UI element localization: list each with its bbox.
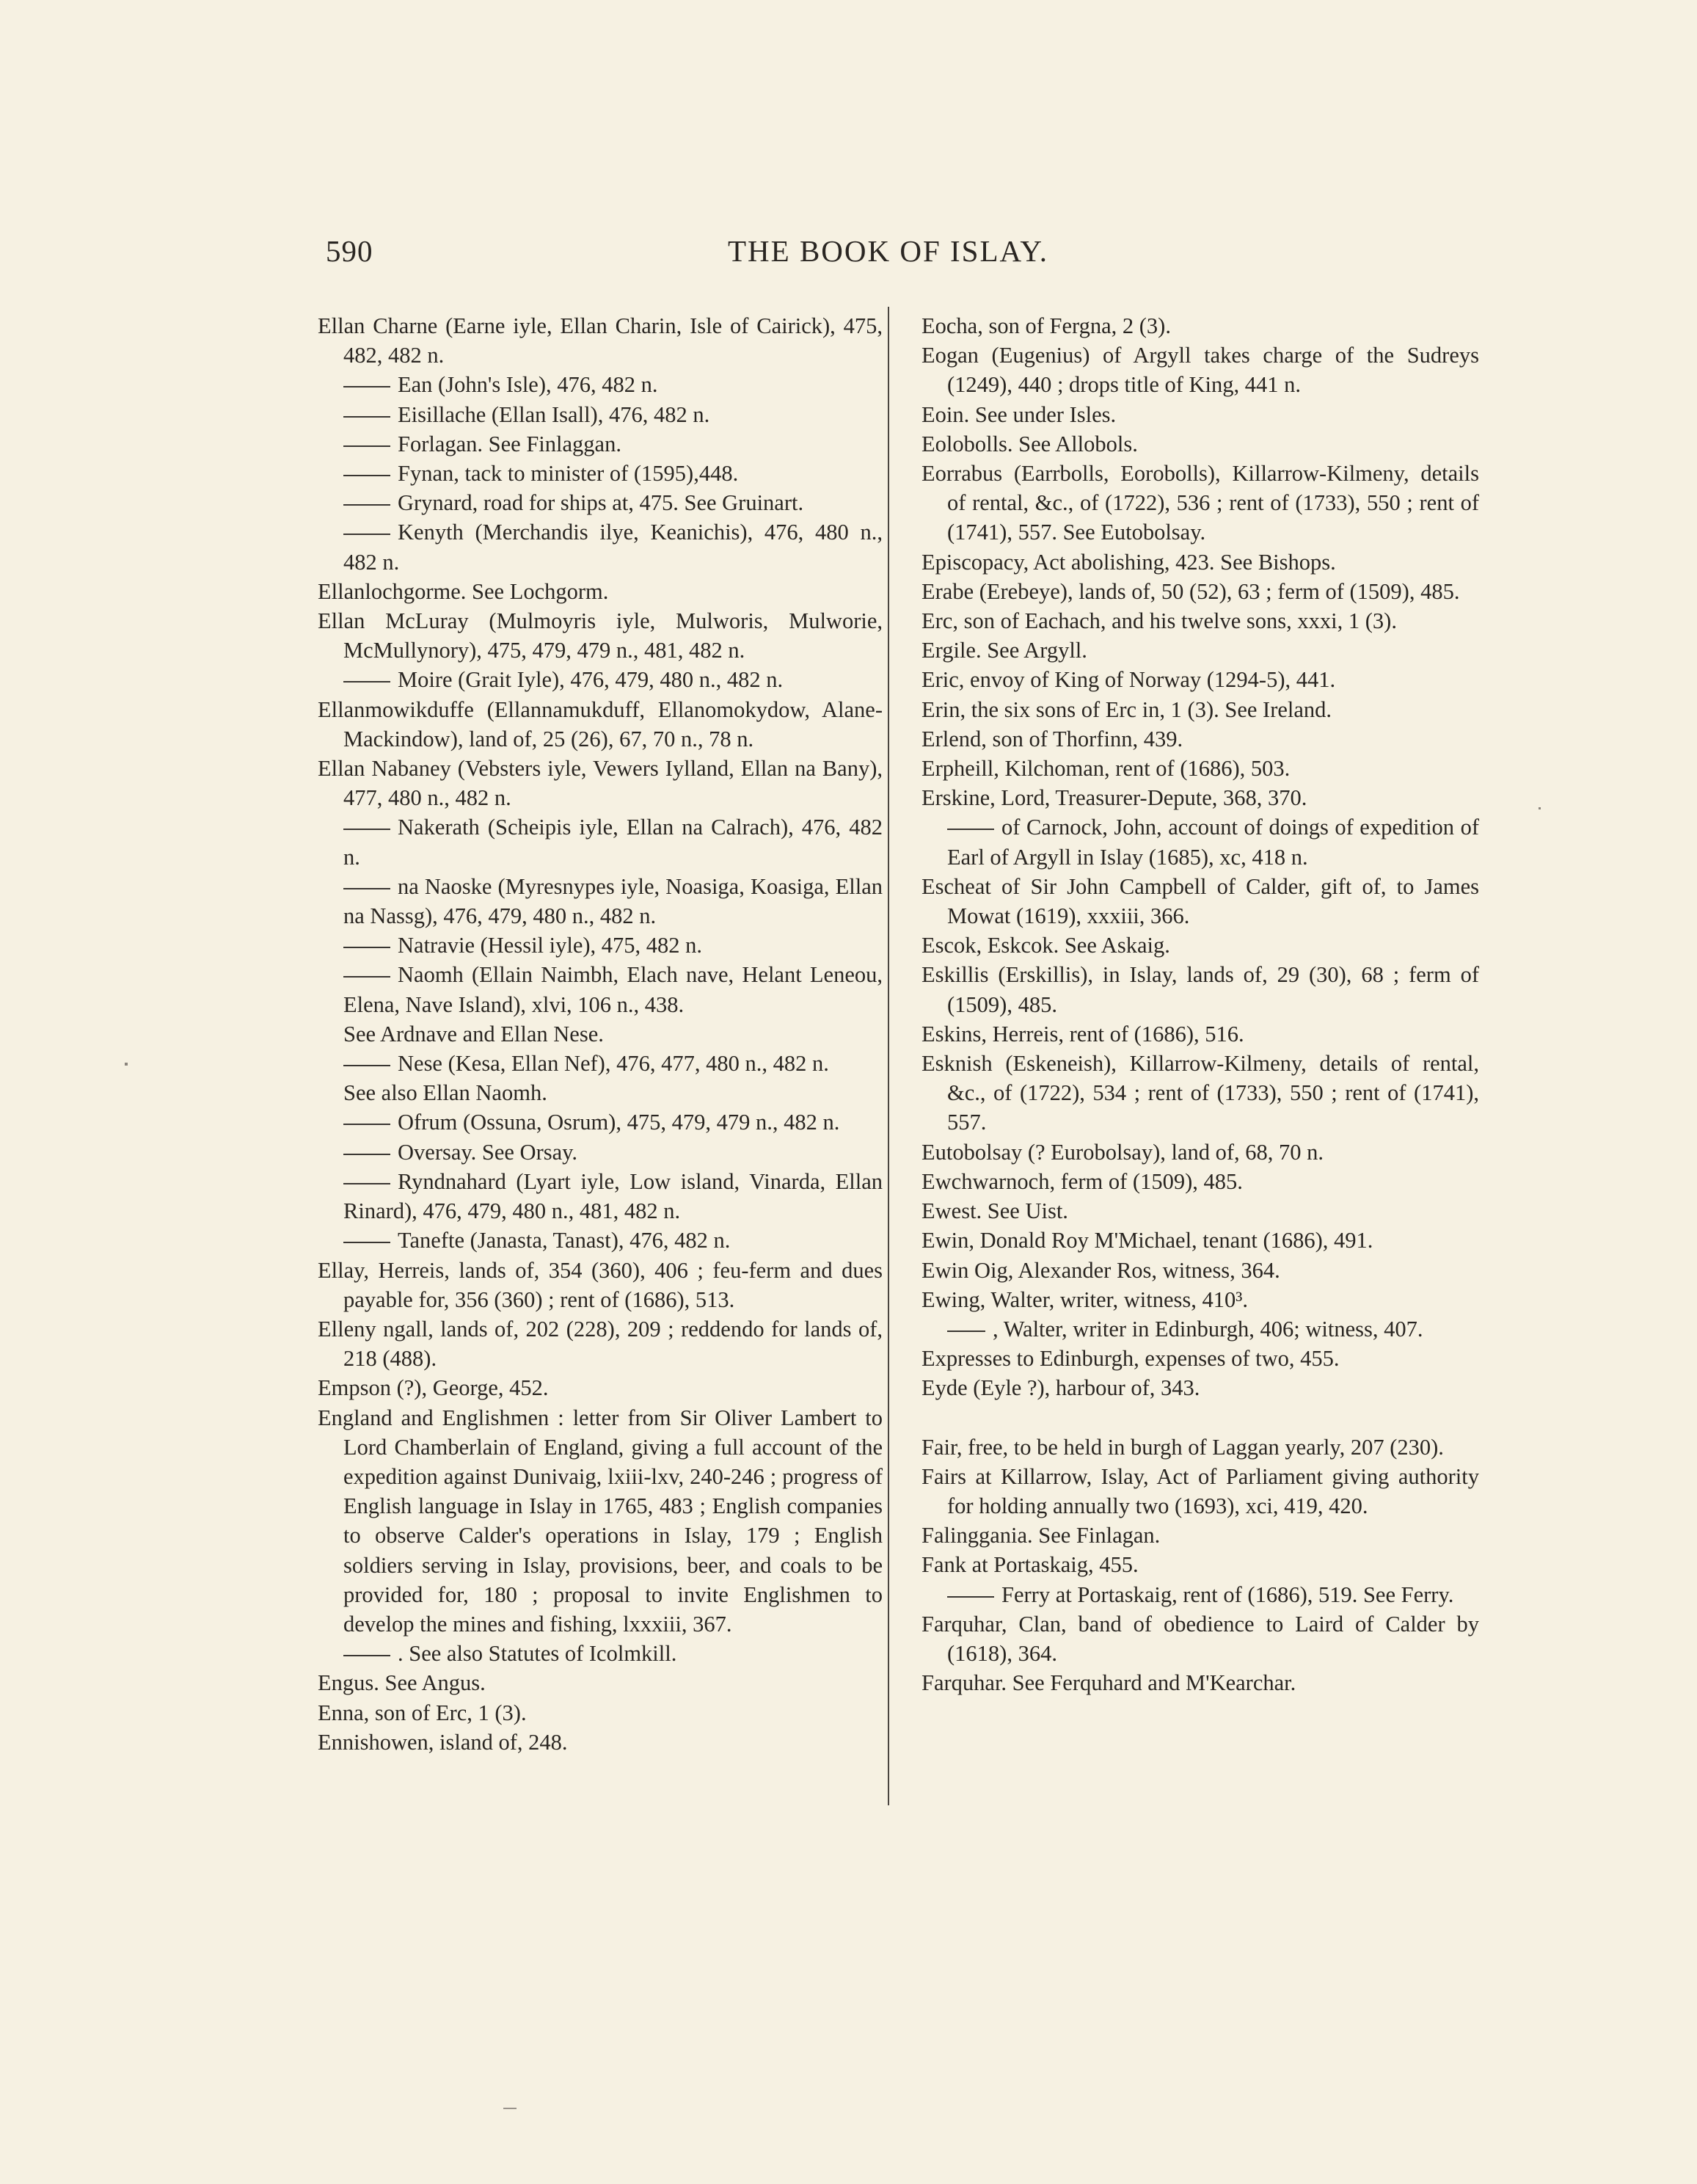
index-entry-text: Expresses to Edinburgh, expenses of two, 455.: [922, 1346, 1340, 1372]
ditto-dash: [343, 1154, 390, 1155]
ditto-dash: [343, 888, 390, 889]
index-entry: [922, 695, 1479, 724]
ditto-dash: [343, 829, 390, 830]
index-entry: [922, 1609, 1479, 1668]
index-entry-text: Eolobolls. See Allobols.: [922, 431, 1138, 456]
index-entry-text: Farquhar, Clan, band of obedience to Laird of Calder by (1618), 364.: [922, 1611, 1479, 1666]
ditto-dash: [343, 947, 390, 948]
index-entry-text: See also Ellan Naomh.: [343, 1080, 547, 1106]
index-entry-text: Eskillis (Erskillis), in Islay, lands of, 29 (30), 68 ; ferm of (1509), 485.: [922, 962, 1479, 1017]
index-entry-text: Eyde (Eyle ?), harbour of, 343.: [922, 1375, 1200, 1401]
index-entry-text: Natravie (Hessil iyle), 475, 482 n.: [398, 933, 703, 958]
index-entry-text: See Ardnave and Ellan Nese.: [343, 1021, 604, 1046]
index-entry-text: Eric, envoy of King of Norway (1294-5), 441.: [922, 667, 1336, 693]
index-entry-text: Ennishowen, island of, 248.: [318, 1729, 568, 1755]
index-entry: [318, 1019, 883, 1049]
index-entry-text: Ryndnahard (Lyart iyle, Low island, Vinarda, Ellan Rinard), 476, 479, 480 n., 481, 482 n.: [343, 1168, 883, 1224]
index-entry-text: Eoin. See under Isles.: [922, 401, 1117, 427]
index-entry-text: Ofrum (Ossuna, Osrum), 475, 479, 479 n., 482 n.: [398, 1110, 840, 1135]
ditto-dash: [947, 1596, 994, 1598]
index-entry: [922, 1049, 1479, 1138]
index-entry-text: Erpheill, Kilchoman, rent of (1686), 503.: [922, 756, 1291, 782]
index-entry: [318, 459, 883, 488]
index-entry: [318, 1256, 883, 1314]
index-entry: [318, 1728, 883, 1757]
paper-speck: [125, 1063, 128, 1066]
page-header: [326, 233, 1081, 277]
index-entry-text: Ellanmowikduffe (Ellannamukduff, Ellanomokydow, Alane-Mackindow), land of, 25 (26), 67, 70 n., 78 n.: [318, 696, 883, 751]
index-entry: [318, 812, 883, 871]
index-column-right: [922, 311, 1479, 1697]
index-entry: [318, 1138, 883, 1167]
index-entry: [922, 1668, 1479, 1697]
index-entry: [318, 577, 883, 606]
index-entry-text: Moire (Grait Iyle), 476, 479, 480 n., 482 n.: [398, 667, 784, 693]
index-entry-text: Fairs at Killarrow, Islay, Act of Parliament giving authority for holding annually two (1693), xci, 419, 420.: [922, 1463, 1479, 1518]
index-entry-text: Oversay. See Orsay.: [398, 1139, 578, 1165]
index-entry: [318, 1107, 883, 1137]
index-entry-text: Escheat of Sir John Campbell of Calder, gift of, to James Mowat (1619), xxxiii, 366.: [922, 873, 1479, 929]
index-entry-text: Elleny ngall, lands of, 202 (228), 209 ; reddendo for lands of, 218 (488).: [318, 1316, 883, 1372]
index-entry: [318, 1226, 883, 1255]
ditto-dash: [343, 534, 390, 535]
index-entry: [318, 370, 883, 399]
index-entry-text: Ean (John's Isle), 476, 482 n.: [398, 372, 658, 398]
index-entry: [922, 783, 1479, 812]
ditto-dash: [343, 386, 390, 387]
page-number: 590: [326, 234, 373, 268]
index-entry-text: Erskine, Lord, Treasurer-Depute, 368, 370.: [922, 785, 1307, 811]
index-entry: [922, 1550, 1479, 1579]
index-entry-text: Eskins, Herreis, rent of (1686), 516.: [922, 1021, 1244, 1046]
index-entry: [318, 1698, 883, 1728]
index-entry: [922, 812, 1479, 871]
running-title: THE BOOK OF ISLAY.: [728, 234, 1048, 268]
index-entry: [922, 341, 1479, 399]
index-entry: [922, 1019, 1479, 1049]
index-entry-text: Escok, Eskcok. See Askaig.: [922, 933, 1170, 958]
index-entry-text: Ewchwarnoch, ferm of (1509), 485.: [922, 1168, 1243, 1194]
index-entry-text: Erlend, son of Thorfinn, 439.: [922, 726, 1183, 751]
index-entry-text: Eorrabus (Earrbolls, Eorobolls), Killarrow-Kilmeny, details of rental, &c., of (1722), 536 ; rent of (1733), 550 ; rent of (1741), 557. See Eutobolsay.: [922, 461, 1479, 545]
index-entry-text: Grynard, road for ships at, 475. See Gruinart.: [398, 490, 804, 516]
ditto-dash: [343, 475, 390, 476]
index-entry: [922, 960, 1479, 1019]
index-entry-text: England and Englishmen : letter from Sir Oliver Lambert to Lord Chamberlain of England, giving a full account of the expedition against Dunivaig, lxiii-lxv, 240-246 ; progress of English language in Islay in 1765, 483 ; English companies to observe Calder's operations in Islay, 179 ; English soldiers serving in Islay, provisions, beer, and coals to be provided for, 180 ; proposal to invite Englishmen to develop the mines and fishing, lxxxiii, 367.: [318, 1405, 883, 1637]
index-entry-text: Eutobolsay (? Eurobolsay), land of, 68, 70 n.: [922, 1139, 1324, 1165]
ditto-dash: [343, 1242, 390, 1243]
index-entry: [318, 1078, 883, 1107]
index-entry-text: Ergile. See Argyll.: [922, 638, 1087, 663]
index-entry: [318, 1403, 883, 1639]
index-entry: [318, 1049, 883, 1078]
index-entry: [318, 1639, 883, 1668]
index-entry-text: Nese (Kesa, Ellan Nef), 476, 477, 480 n., 482 n.: [398, 1051, 829, 1077]
index-entry-text: Ellan Charne (Earne iyle, Ellan Charin, Isle of Cairick), 475, 482, 482 n.: [318, 313, 883, 368]
ditto-dash: [343, 1183, 390, 1184]
index-entry-text: Kenyth (Merchandis ilye, Keanichis), 476, 480 n., 482 n.: [343, 520, 883, 575]
index-entry: [318, 606, 883, 665]
ditto-dash: [343, 1655, 390, 1656]
index-entry-text: Erc, son of Eachach, and his twelve sons, xxxi, 1 (3).: [922, 608, 1397, 634]
index-entry-text: Ferry at Portaskaig, rent of (1686), 519. See Ferry.: [1001, 1581, 1454, 1607]
index-entry: [922, 1256, 1479, 1285]
index-entry: [922, 606, 1479, 636]
index-entry: [922, 1433, 1479, 1462]
index-entry-text: Fair, free, to be held in burgh of Laggan yearly, 207 (230).: [922, 1434, 1444, 1460]
index-entry-text: Ewin, Donald Roy M'Michael, tenant (1686), 491.: [922, 1228, 1373, 1253]
index-entry: [318, 1314, 883, 1373]
index-entry-text: Fank at Portaskaig, 455.: [922, 1552, 1139, 1578]
index-entry-text: Ewest. See Uist.: [922, 1198, 1068, 1224]
index-column-left: [318, 311, 883, 1757]
index-entry: [922, 1580, 1479, 1609]
index-entry-text: Tanefte (Janasta, Tanast), 476, 482 n.: [398, 1228, 731, 1253]
index-entry: [318, 429, 883, 459]
index-entry-text: Ellan Nabaney (Vebsters iyle, Vewers Iylland, Ellan na Bany), 477, 480 n., 482 n.: [318, 756, 883, 811]
index-entry: [922, 429, 1479, 459]
index-entry: [922, 1314, 1479, 1344]
index-entry-text: Ewing, Walter, writer, witness, 410³.: [922, 1286, 1249, 1312]
index-entry-text: Fynan, tack to minister of (1595),448.: [398, 461, 739, 487]
index-entry-text: Ewin Oig, Alexander Ros, witness, 364.: [922, 1257, 1280, 1283]
index-entry-text: of Carnock, John, account of doings of expedition of Earl of Argyll in Islay (1685), xc, 418 n.: [947, 815, 1479, 870]
index-entry: [318, 1668, 883, 1697]
index-entry: [922, 1196, 1479, 1226]
index-entry-text: Episcopacy, Act abolishing, 423. See Bishops.: [922, 549, 1336, 575]
index-entry: [922, 1344, 1479, 1373]
index-entry-text: Falinggania. See Finlagan.: [922, 1523, 1161, 1548]
index-entry-text: Erin, the six sons of Erc in, 1 (3). See Ireland.: [922, 696, 1332, 722]
index-entry-text: Erabe (Erebeye), lands of, 50 (52), 63 ; ferm of (1509), 485.: [922, 578, 1460, 604]
index-entry-text: Naomh (Ellain Naimbh, Elach nave, Helant Leneou, Elena, Nave Island), xlvi, 106 n., 438.: [343, 962, 883, 1017]
index-entry: [318, 488, 883, 517]
index-entry: [922, 931, 1479, 960]
index-entry-text: Empson (?), George, 452.: [318, 1375, 549, 1401]
index-entry: [922, 1167, 1479, 1196]
index-entry: [922, 1521, 1479, 1550]
index-entry: [922, 577, 1479, 606]
index-entry: [922, 636, 1479, 665]
index-entry: [922, 754, 1479, 783]
index-entry: [318, 517, 883, 576]
index-entry: [318, 1373, 883, 1402]
index-entry-text: Esknish (Eskeneish), Killarrow-Kilmeny, details of rental, &c., of (1722), 534 ; rent of (1733), 550 ; rent of (1741), 557.: [922, 1051, 1479, 1135]
index-entry-text: Forlagan. See Finlaggan.: [398, 431, 621, 456]
index-entry: [318, 695, 883, 754]
index-entry-text: Eocha, son of Fergna, 2 (3).: [922, 313, 1171, 338]
index-entry: [922, 311, 1479, 341]
index-entry: [922, 1285, 1479, 1314]
index-entry: [922, 1373, 1479, 1402]
index-entry: [318, 960, 883, 1019]
index-entry: [922, 872, 1479, 931]
ditto-dash: [343, 1124, 390, 1125]
index-entry: [318, 1167, 883, 1226]
index-entry-text: Ellanlochgorme. See Lochgorm.: [318, 578, 609, 604]
ditto-dash: [343, 445, 390, 447]
index-entry: [922, 400, 1479, 429]
column-divider: [888, 307, 889, 1805]
index-entry-text: Eisillache (Ellan Isall), 476, 482 n.: [398, 401, 710, 427]
ditto-dash: [343, 504, 390, 506]
entry-gap: [922, 1403, 1479, 1433]
index-entry: [922, 547, 1479, 577]
index-entry: [318, 400, 883, 429]
ditto-dash: [343, 976, 390, 978]
index-entry: [922, 665, 1479, 694]
index-entry-text: Enna, son of Erc, 1 (3).: [318, 1700, 527, 1725]
index-entry: [922, 459, 1479, 547]
index-entry: [318, 311, 883, 370]
ditto-dash: [947, 1331, 985, 1332]
index-entry: [318, 872, 883, 931]
index-entry-text: . See also Statutes of Icolmkill.: [398, 1641, 677, 1667]
index-entry-text: Nakerath (Scheipis iyle, Ellan na Calrach), 476, 482 n.: [343, 815, 883, 870]
index-entry: [922, 1462, 1479, 1521]
index-entry: [318, 665, 883, 694]
index-entry: [922, 1226, 1479, 1255]
index-entry-text: Engus. See Angus.: [318, 1670, 486, 1696]
index-entry-text: Farquhar. See Ferquhard and M'Kearchar.: [922, 1670, 1296, 1696]
index-entry: [922, 724, 1479, 754]
index-entry-text: Eogan (Eugenius) of Argyll takes charge of the Sudreys (1249), 440 ; drops title of King, 441 n.: [922, 343, 1479, 398]
index-entry: [922, 1138, 1479, 1167]
index-entry-text: Ellan McLuray (Mulmoyris iyle, Mulworis, Mulworie, McMullynory), 475, 479, 479 n., 481, 482 n.: [318, 608, 883, 663]
paper-speck: [503, 2108, 517, 2109]
index-entry-text: na Naoske (Myresnypes iyle, Noasiga, Koasiga, Ellan na Nassg), 476, 479, 480 n., 482 n.: [343, 873, 883, 929]
ditto-dash: [343, 416, 390, 418]
ditto-dash: [343, 681, 390, 682]
ditto-dash: [343, 1065, 390, 1066]
index-entry-text: , Walter, writer in Edinburgh, 406; witness, 407.: [993, 1316, 1423, 1342]
paper-speck: [1539, 807, 1541, 809]
index-entry: [318, 931, 883, 960]
ditto-dash: [947, 829, 994, 830]
index-entry-text: Ellay, Herreis, lands of, 354 (360), 406 ; feu-ferm and dues payable for, 356 (360) ; rent of (1686), 513.: [318, 1257, 883, 1312]
index-entry: [318, 754, 883, 812]
